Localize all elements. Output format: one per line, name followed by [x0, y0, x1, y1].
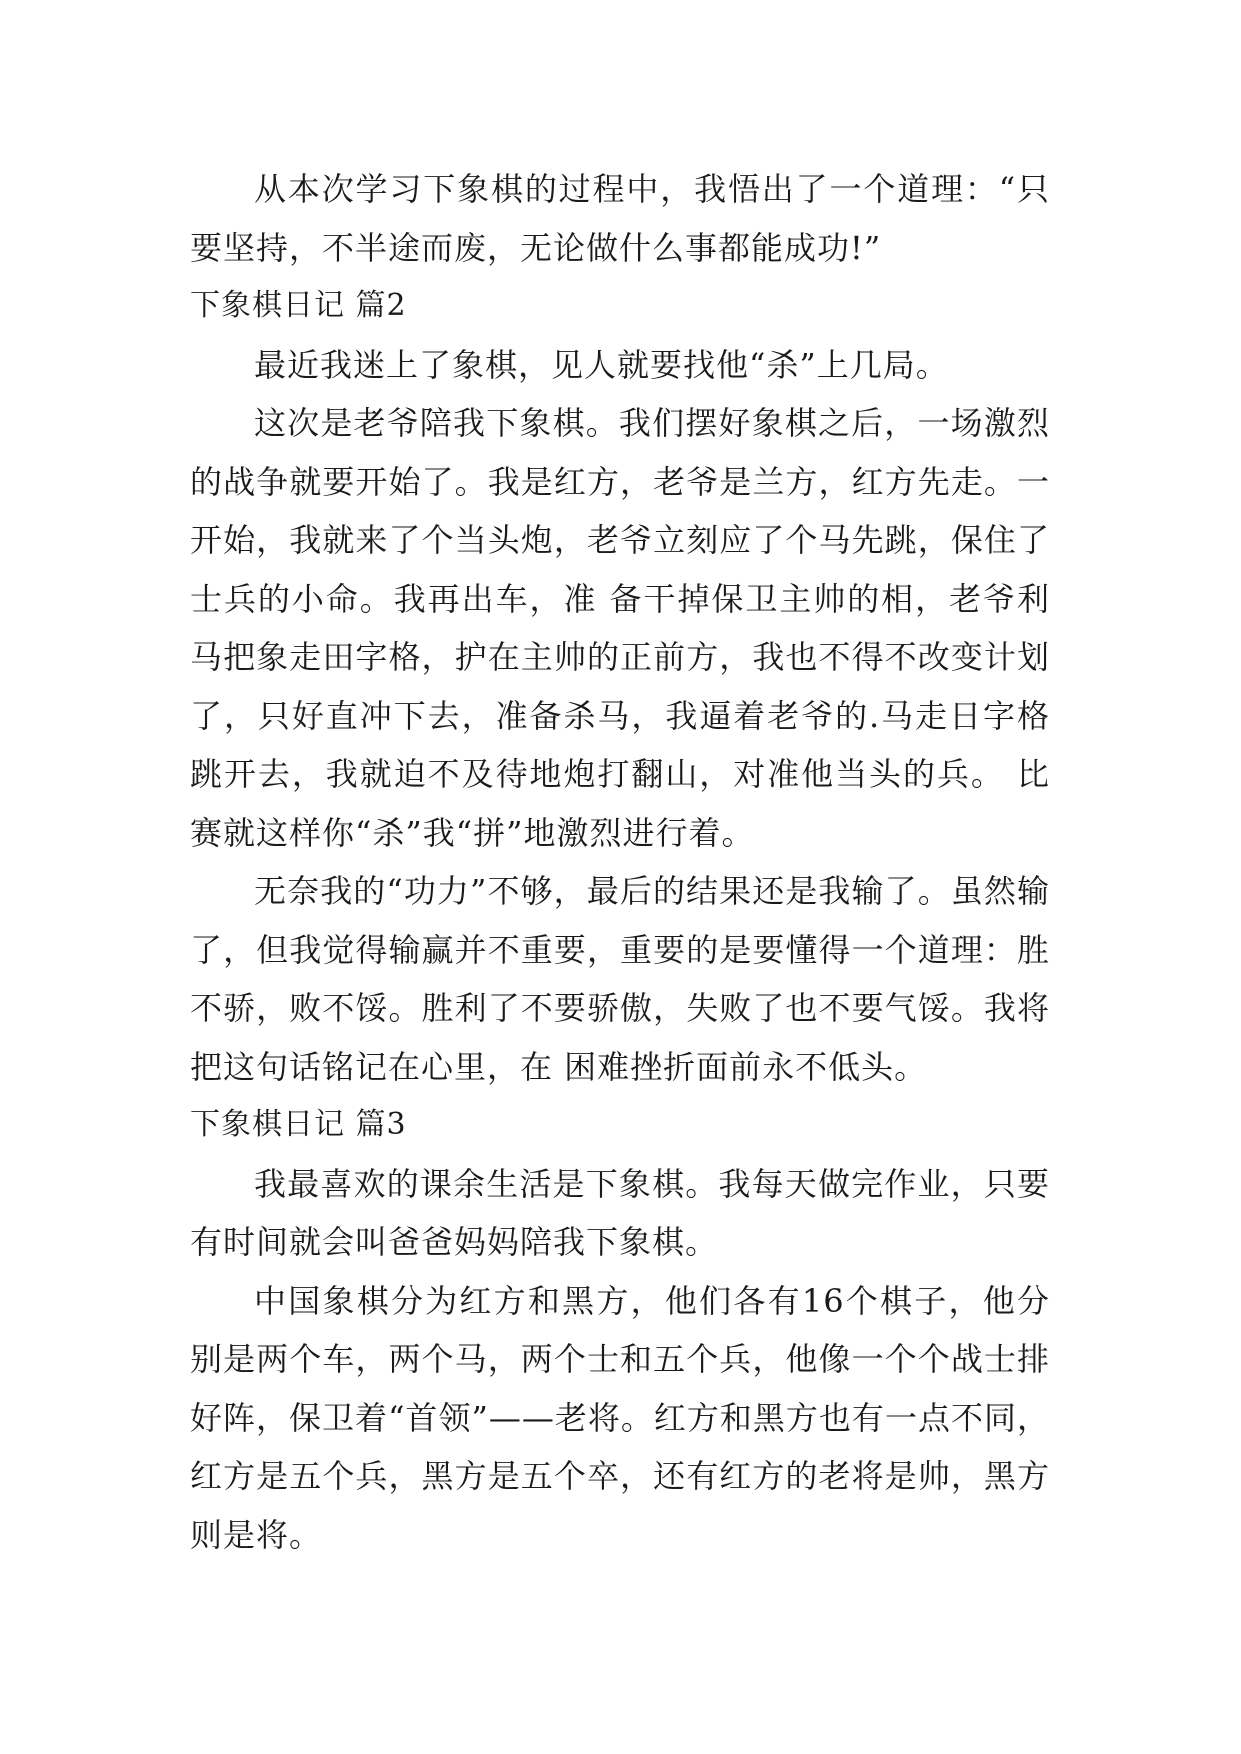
paragraph-intro-2: 最近我迷上了象棋，见人就要找他“杀”上几局。: [254, 345, 949, 384]
document-body: [190, 160, 1050, 1564]
paragraph-rules: 中国象棋分为红方和黑方，他们各有16个棋子，他分别是两个车，两个马，两个士和五个兵，他像一个个战士排好阵，保卫着“首领”——老将。红方和黑方也有一点不同，红方是五个兵，黑方是五个卒，还有红方的老将是帅，黑方则是将。: [190, 1281, 1050, 1554]
paragraph-intro-3: 我最喜欢的课余生活是下象棋。我每天做完作业，只要有时间就会叫爸爸妈妈陪我下象棋。: [190, 1164, 1050, 1261]
paragraph-lesson: 无奈我的“功力”不够，最后的结果还是我输了。虽然输了，但我觉得输赢并不重要，重要的是要懂得一个道理：胜不骄，败不馁。胜利了不要骄傲，失败了也不要气馁。我将把这句话铭记在心里，在 困难挫折面前永不低头。: [190, 872, 1050, 1086]
section-heading-3: 下象棋日记 篇3: [190, 1107, 407, 1142]
paragraph-game: 这次是老爷陪我下象棋。我们摆好象棋之后，一场激烈的战争就要开始了。我是红方，老爷是兰方，红方先走。一开始，我就来了个当头炮，老爷立刻应了个马先跳，保住了士兵的小命。我再出车，准 备干掉保卫主帅的相，老爷利马把象走田字格，护在主帅的正前方，我也不得不改变计划了，只好直冲下去，准备杀马，我逼着老爷的.马走日字格跳开去，我就迫不及待地炮打翻山，对准他当头的兵。 比赛就这样你“杀”我“拼”地激烈进行着。: [190, 404, 1050, 852]
section-heading-2: 下象棋日记 篇2: [190, 288, 407, 323]
paragraph-conclusion: 从本次学习下象棋的过程中，我悟出了一个道理：“只要坚持，不半途而废，无论做什么事都能成功!”: [190, 170, 1050, 267]
